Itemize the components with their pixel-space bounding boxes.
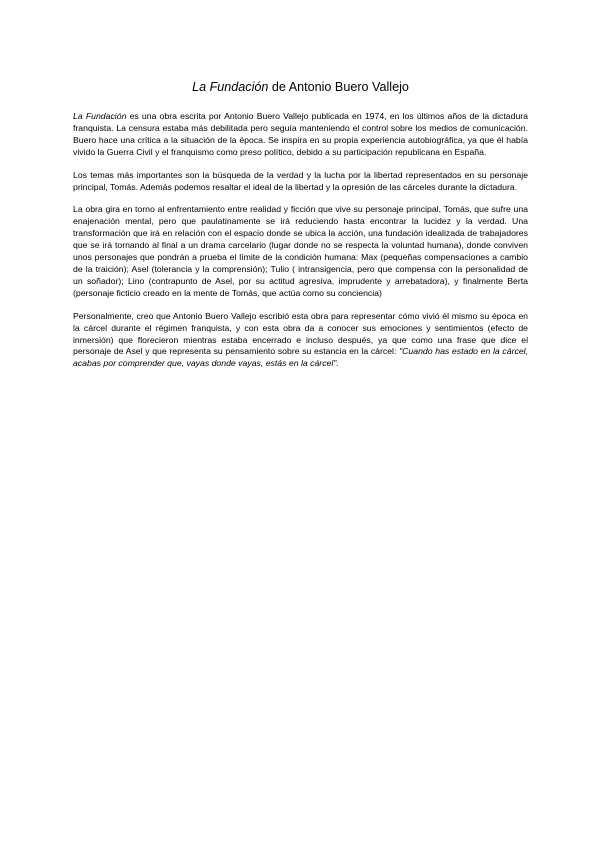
paragraph-2 [73,170,528,194]
paragraph-2-text: Los temas más importantes son la búsqueda de la verdad y la lucha por la libertad representados en su personaje principal, Tomás. Además podemos resaltar el ideal de la libertad y la opresión de las cárceles durante la dictadura. [73,169,528,192]
title-italic-part: La Fundación [192,80,269,94]
paragraph-3-text: La obra gira en torno al enfrentamiento entre realidad y ficción que vive su personaje principal, Tomás, que sufre una enajenación mental, pero que paulatinamente se irá reduciendo hasta encontrar la lucidez y la verdad. Una transformación que irá en relación con el espacio donde se ubica la acción, una fundación idealizada de trabajadores que se irá tornando al final a un drama carcelario (lugar donde no se respecta la voluntad humana), donde conviven unos personajes que pondrán a prueba el límite de la condición humana: Max (pequeñas compensaciones a cambio de la traición); Asel (tolerancia y la comprensión); Tulio ( intransigencia, pero que compensa con la personalidad de un soñador); Lino (contrapunto de Asel, por su actitud agresiva, imprudente y arrebatadora), y finalmente Berta (personaje ficticio creado en la mente de Tomás, que actúa como su conciencia) [73,204,528,298]
paragraph-1-text: es una obra escrita por Antonio Buero Vallejo publicada en 1974, en los últimos años de la dictadura franquista. La censura estaba más debilitada pero seguía manteniendo el control sobre los medios de comunicación. Buero hace una crítica a la situación de la época. Se inspira en su propia experiencia autobiográfica, ya que él había vivido la Guerra Civil y el franquismo como preso político, debido a su participación republicana en España. [73,111,528,157]
document-title [73,79,528,95]
paragraph-1-lead-italic: La Fundación [73,111,127,121]
paragraph-4-text: Personalmente, creo que Antonio Buero Vallejo escribió esta obra para representar cómo vivió él mismo su época en la cárcel durante el régimen franquista, y con esta obra da a conocer sus emociones y sentimientos (efecto de inmersión) que florecieron mientras estaba encerrado e incluso después, ya que como una frase que dice el personaje de Asel y que representa su pensamiento sobre su estancia en la cárcel: [73,310,528,357]
paragraph-4 [73,311,528,371]
paragraph-4-quote: "Cuando has estado en la cárcel, acabas por comprender que, vayas donde vayas, estás en la cárcel". [73,346,529,369]
title-rest: de Antonio Buero Vallejo [268,80,409,94]
paragraph-3 [73,204,528,299]
paragraph-1 [73,111,528,159]
